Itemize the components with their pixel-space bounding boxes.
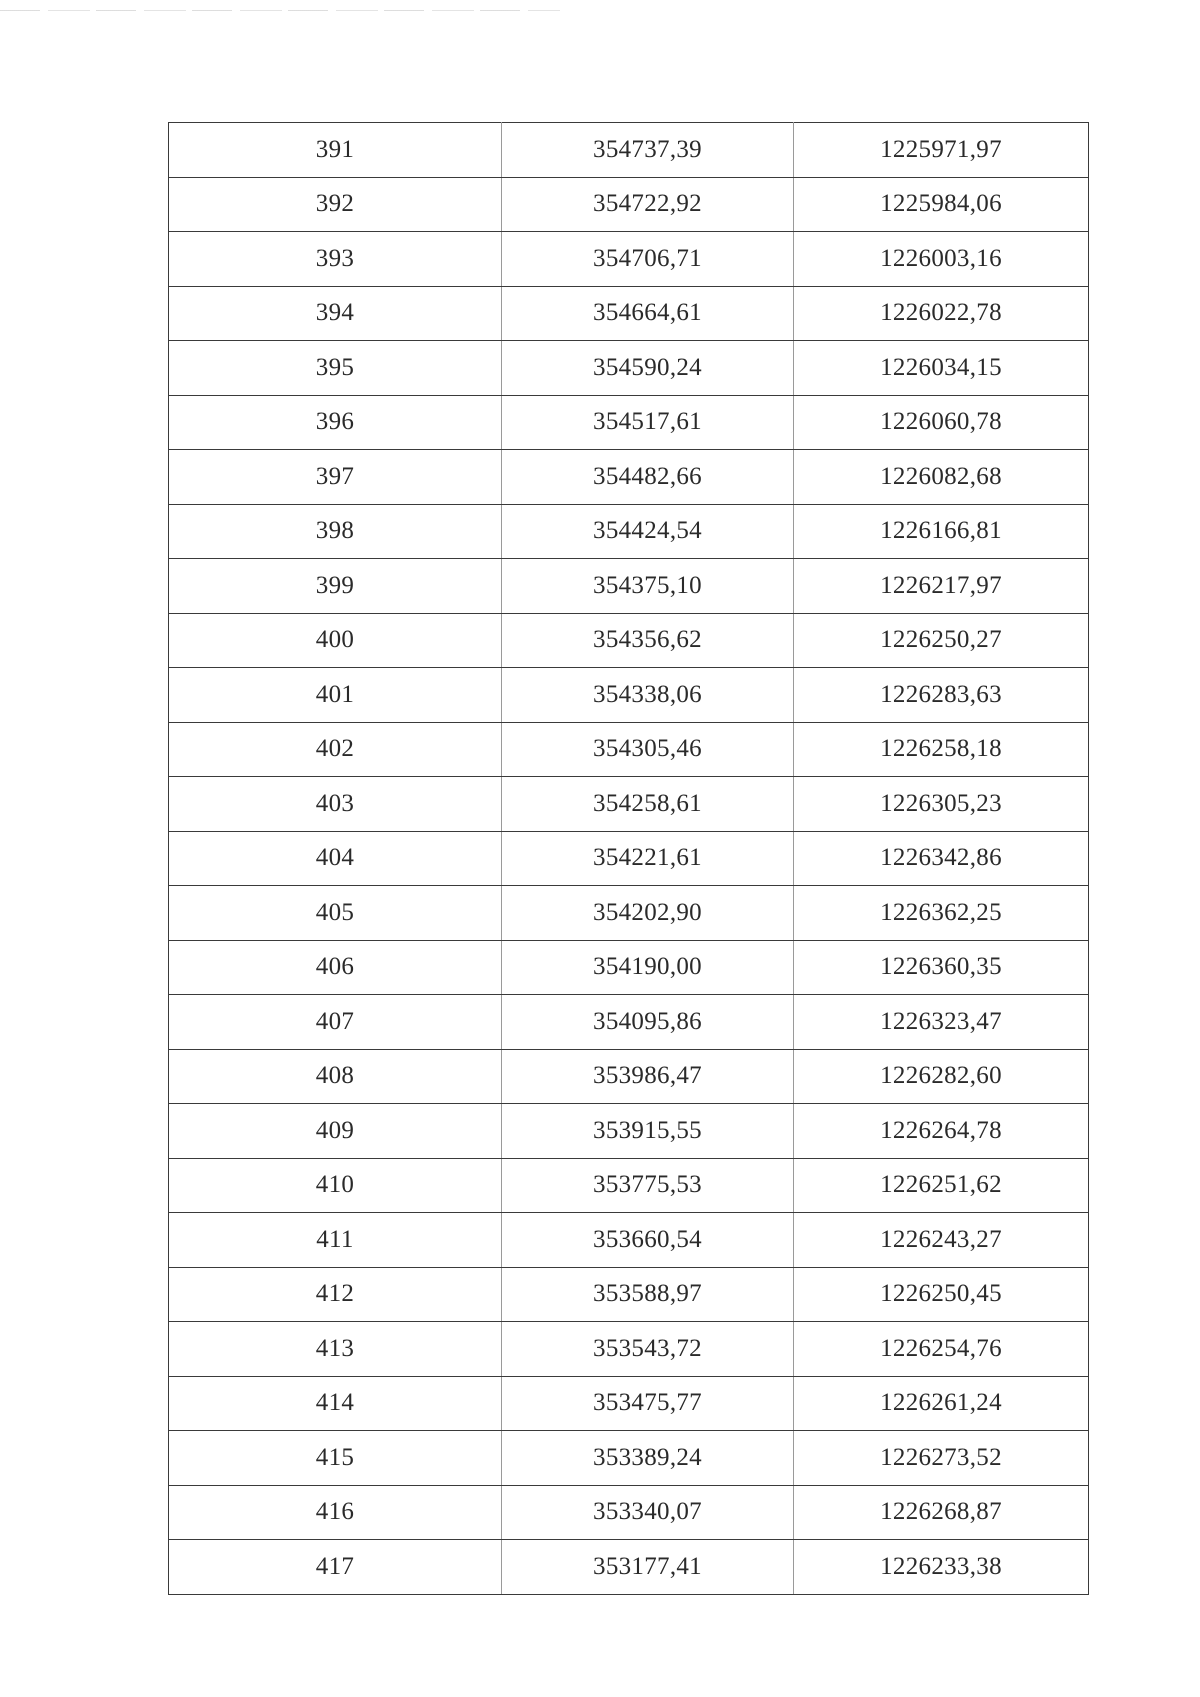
y-coordinate-cell: 1226258,18 <box>794 722 1089 777</box>
y-coordinate-cell: 1226082,68 <box>794 450 1089 505</box>
point-number-cell: 414 <box>169 1376 502 1431</box>
x-coordinate-cell: 353986,47 <box>502 1049 794 1104</box>
table-row <box>169 177 1089 232</box>
y-coordinate-cell: 1226166,81 <box>794 504 1089 559</box>
table-row <box>169 722 1089 777</box>
y-coordinate-cell: 1226233,38 <box>794 1540 1089 1595</box>
table-row <box>169 1104 1089 1159</box>
table-row <box>169 1267 1089 1322</box>
point-number-cell: 404 <box>169 831 502 886</box>
table-row <box>169 450 1089 505</box>
point-number-cell: 397 <box>169 450 502 505</box>
table-row <box>169 831 1089 886</box>
table-row <box>169 668 1089 723</box>
point-number-cell: 405 <box>169 886 502 941</box>
point-number-cell: 411 <box>169 1213 502 1268</box>
table-row <box>169 1431 1089 1486</box>
y-coordinate-cell: 1226323,47 <box>794 995 1089 1050</box>
y-coordinate-cell: 1226060,78 <box>794 395 1089 450</box>
y-coordinate-cell: 1226034,15 <box>794 341 1089 396</box>
coordinates-table-body <box>169 123 1089 1595</box>
x-coordinate-cell: 354305,46 <box>502 722 794 777</box>
x-coordinate-cell: 354424,54 <box>502 504 794 559</box>
x-coordinate-cell: 353775,53 <box>502 1158 794 1213</box>
x-coordinate-cell: 353660,54 <box>502 1213 794 1268</box>
table-row <box>169 995 1089 1050</box>
x-coordinate-cell: 354706,71 <box>502 232 794 287</box>
point-number-cell: 393 <box>169 232 502 287</box>
y-coordinate-cell: 1226360,35 <box>794 940 1089 995</box>
y-coordinate-cell: 1226261,24 <box>794 1376 1089 1431</box>
point-number-cell: 412 <box>169 1267 502 1322</box>
table-row <box>169 286 1089 341</box>
x-coordinate-cell: 354482,66 <box>502 450 794 505</box>
point-number-cell: 416 <box>169 1485 502 1540</box>
x-coordinate-cell: 353915,55 <box>502 1104 794 1159</box>
x-coordinate-cell: 354590,24 <box>502 341 794 396</box>
y-coordinate-cell: 1226268,87 <box>794 1485 1089 1540</box>
x-coordinate-cell: 354517,61 <box>502 395 794 450</box>
y-coordinate-cell: 1226264,78 <box>794 1104 1089 1159</box>
y-coordinate-cell: 1226273,52 <box>794 1431 1089 1486</box>
point-number-cell: 403 <box>169 777 502 832</box>
x-coordinate-cell: 354095,86 <box>502 995 794 1050</box>
point-number-cell: 406 <box>169 940 502 995</box>
x-coordinate-cell: 353177,41 <box>502 1540 794 1595</box>
y-coordinate-cell: 1226282,60 <box>794 1049 1089 1104</box>
x-coordinate-cell: 353389,24 <box>502 1431 794 1486</box>
point-number-cell: 407 <box>169 995 502 1050</box>
point-number-cell: 402 <box>169 722 502 777</box>
x-coordinate-cell: 353475,77 <box>502 1376 794 1431</box>
y-coordinate-cell: 1226243,27 <box>794 1213 1089 1268</box>
table-row <box>169 559 1089 614</box>
x-coordinate-cell: 354190,00 <box>502 940 794 995</box>
coordinates-table <box>168 122 1089 1595</box>
y-coordinate-cell: 1225984,06 <box>794 177 1089 232</box>
table-row <box>169 232 1089 287</box>
point-number-cell: 408 <box>169 1049 502 1104</box>
y-coordinate-cell: 1226250,45 <box>794 1267 1089 1322</box>
point-number-cell: 413 <box>169 1322 502 1377</box>
x-coordinate-cell: 353340,07 <box>502 1485 794 1540</box>
y-coordinate-cell: 1226217,97 <box>794 559 1089 614</box>
y-coordinate-cell: 1226254,76 <box>794 1322 1089 1377</box>
y-coordinate-cell: 1226250,27 <box>794 613 1089 668</box>
point-number-cell: 392 <box>169 177 502 232</box>
table-row <box>169 1485 1089 1540</box>
y-coordinate-cell: 1226342,86 <box>794 831 1089 886</box>
x-coordinate-cell: 354375,10 <box>502 559 794 614</box>
point-number-cell: 400 <box>169 613 502 668</box>
scan-edge-artifact <box>0 10 560 11</box>
point-number-cell: 401 <box>169 668 502 723</box>
x-coordinate-cell: 354722,92 <box>502 177 794 232</box>
point-number-cell: 396 <box>169 395 502 450</box>
table-row <box>169 395 1089 450</box>
table-row <box>169 1213 1089 1268</box>
x-coordinate-cell: 354258,61 <box>502 777 794 832</box>
y-coordinate-cell: 1226362,25 <box>794 886 1089 941</box>
table-row <box>169 777 1089 832</box>
point-number-cell: 415 <box>169 1431 502 1486</box>
point-number-cell: 395 <box>169 341 502 396</box>
y-coordinate-cell: 1226251,62 <box>794 1158 1089 1213</box>
point-number-cell: 394 <box>169 286 502 341</box>
x-coordinate-cell: 353588,97 <box>502 1267 794 1322</box>
x-coordinate-cell: 354221,61 <box>502 831 794 886</box>
point-number-cell: 398 <box>169 504 502 559</box>
table-row <box>169 1049 1089 1104</box>
y-coordinate-cell: 1226022,78 <box>794 286 1089 341</box>
x-coordinate-cell: 354202,90 <box>502 886 794 941</box>
x-coordinate-cell: 353543,72 <box>502 1322 794 1377</box>
table-row <box>169 613 1089 668</box>
table-row <box>169 123 1089 178</box>
x-coordinate-cell: 354338,06 <box>502 668 794 723</box>
table-row <box>169 1322 1089 1377</box>
table-row <box>169 341 1089 396</box>
table-row <box>169 1376 1089 1431</box>
point-number-cell: 399 <box>169 559 502 614</box>
table-row <box>169 1540 1089 1595</box>
y-coordinate-cell: 1226283,63 <box>794 668 1089 723</box>
table-row <box>169 940 1089 995</box>
y-coordinate-cell: 1226003,16 <box>794 232 1089 287</box>
x-coordinate-cell: 354737,39 <box>502 123 794 178</box>
point-number-cell: 410 <box>169 1158 502 1213</box>
x-coordinate-cell: 354664,61 <box>502 286 794 341</box>
table-row <box>169 1158 1089 1213</box>
y-coordinate-cell: 1225971,97 <box>794 123 1089 178</box>
point-number-cell: 417 <box>169 1540 502 1595</box>
point-number-cell: 391 <box>169 123 502 178</box>
x-coordinate-cell: 354356,62 <box>502 613 794 668</box>
table-row <box>169 886 1089 941</box>
point-number-cell: 409 <box>169 1104 502 1159</box>
y-coordinate-cell: 1226305,23 <box>794 777 1089 832</box>
table-row <box>169 504 1089 559</box>
